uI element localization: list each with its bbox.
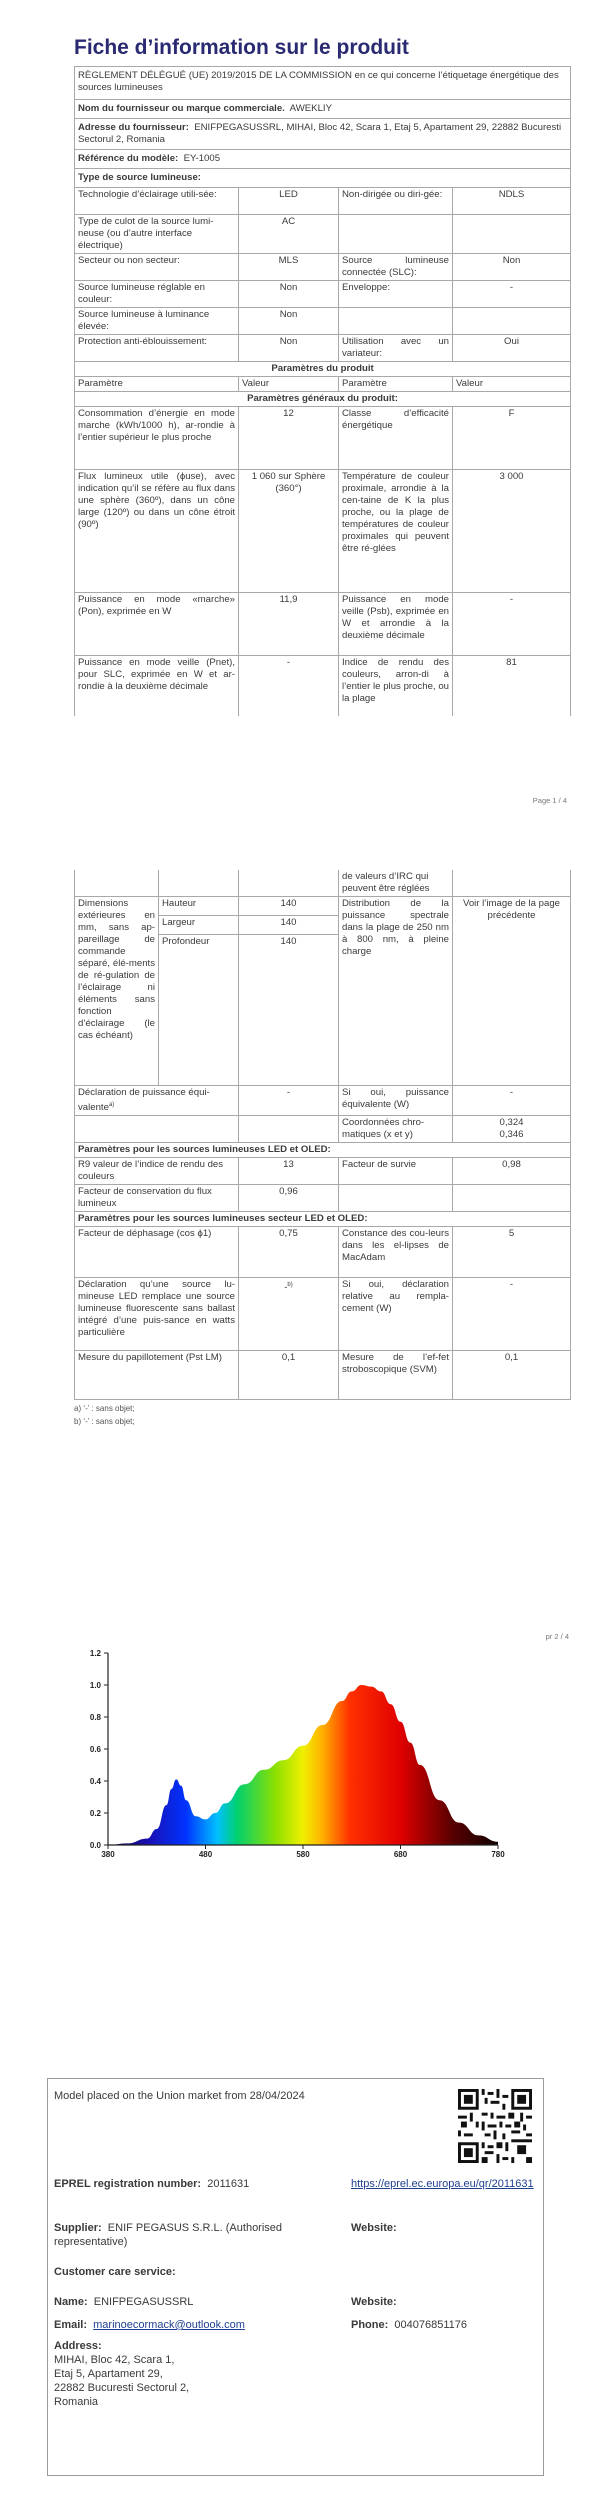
type-label: Utilisation avec un variateur: <box>339 335 453 362</box>
supplier-name-value: AWEKLIY <box>289 103 332 114</box>
type-value: Non <box>239 281 339 308</box>
type-label: Type de culot de la source lumi-neuse (ou d’autre interface électrique) <box>75 215 239 254</box>
type-value: Non <box>239 335 339 362</box>
chart-plot <box>90 1649 505 1859</box>
market-text: Model placed on the Union market from 28/04/2024 <box>54 2090 305 2102</box>
table-row <box>75 308 571 335</box>
table-row <box>75 1116 571 1143</box>
phase-value: 0,75 <box>239 1227 339 1278</box>
macadam-label: Constance des cou-leurs dans les el-lipses de MacAdam <box>339 1227 453 1278</box>
strobo-value: 0,1 <box>453 1351 571 1400</box>
name-value: ENIFPEGASUSSRL <box>93 2296 194 2308</box>
coord-x: 0,324 <box>499 1117 524 1129</box>
y-tick-label: 0.0 <box>89 1841 101 1850</box>
y-tick-label: 1.0 <box>89 1681 101 1690</box>
table-row <box>75 1227 571 1278</box>
replace2-label: Si oui, déclaration relative au rempla-cement (W) <box>339 1278 453 1351</box>
param-value: - <box>453 593 571 656</box>
x-tick-label: 680 <box>393 1850 408 1859</box>
eprel-card <box>47 2078 544 2476</box>
supplier-value: ENIF PEGASUS S.R.L. (Authorised representative) <box>54 2222 283 2248</box>
eprel-label: EPREL registration number: <box>54 2178 202 2190</box>
r9-label: R9 valeur de l’indice de rendu des couleurs <box>75 1158 239 1185</box>
address-line: 22882 Bucuresti Sectorul 2, <box>54 2382 190 2394</box>
footnote-a: a) ‘-’ : sans objet; <box>74 1404 135 1414</box>
type-label: Secteur ou non secteur: <box>75 254 239 281</box>
param-value: 11,9 <box>239 593 339 656</box>
param-label: Flux lumineux utile (ϕuse), avec indication qu’il se réfère au flux dans une sphère (360º), dans un cône large (120º) ou dans un cône étroit (90º) <box>75 470 239 593</box>
table-row <box>75 254 571 281</box>
address-line: Etaj 5, Apartament 29, <box>54 2368 163 2380</box>
param-label: Puissance en mode veille (Pnet), pour SLC, exprimée en W et ar-rondie à la deuxième décimale <box>75 656 239 717</box>
r9-value: 13 <box>239 1158 339 1185</box>
col-value: Valeur <box>239 377 339 392</box>
footnote-b: b) ‘-’ : sans objet; <box>74 1417 135 1427</box>
dim-name: Largeur <box>159 916 239 935</box>
type-label: Protection anti-éblouissement: <box>75 335 239 362</box>
type-heading: Type de source lumineuse: <box>75 169 571 188</box>
phase-label: Facteur de déphasage (cos ϕ1) <box>75 1227 239 1278</box>
type-label <box>339 308 453 335</box>
table-row <box>75 656 571 717</box>
col-param: Paramètre <box>339 377 453 392</box>
address-line: Romania <box>54 2396 99 2408</box>
type-label: Enveloppe: <box>339 281 453 308</box>
product-info-table <box>74 66 571 716</box>
website-label: Website: <box>351 2222 397 2234</box>
type-value: NDLS <box>453 188 571 215</box>
type-value: MLS <box>239 254 339 281</box>
spectrum-area <box>108 1685 498 1845</box>
coord-label: Coordonnées chro-matiques (x et y) <box>339 1116 453 1143</box>
type-value: Oui <box>453 335 571 362</box>
type-value: Non <box>239 308 339 335</box>
customer-care-label: Customer care service: <box>54 2266 176 2278</box>
model-label: Référence du modèle: <box>78 153 179 164</box>
lumen-value: 0,96 <box>239 1185 339 1212</box>
table-row <box>75 1278 571 1351</box>
equiv2-value: - <box>453 1086 571 1116</box>
param-label: Consommation d’énergie en mode marche (kWh/1000 h), ar-rondie à l’entier supérieur le plus proche <box>75 407 239 470</box>
param-label: Température de couleur proximale, arrondie à la cen-taine de K la plus proche, ou la plage de températures de couleur proximales qui peuvent être ré-glées <box>339 470 453 593</box>
name-label: Name: <box>54 2296 88 2308</box>
table-row <box>75 470 571 593</box>
col-value: Valeur <box>453 377 571 392</box>
table-row <box>75 281 571 308</box>
footnote-ref: b) <box>287 1282 293 1289</box>
page-1 <box>74 36 570 716</box>
eprel-value: 2011631 <box>207 2178 250 2190</box>
supplier-label: Supplier: <box>54 2222 102 2234</box>
dim-value: 140 <box>239 916 339 935</box>
general-heading: Paramètres généraux du produit: <box>75 392 571 407</box>
coord-y: 0,346 <box>499 1129 524 1141</box>
strobo-label: Mesure de l’ef-fet stroboscopique (SVM) <box>339 1351 453 1400</box>
type-value <box>453 215 571 254</box>
dims-label: Dimensions extérieures en mm, sans ap-pareillage de commande séparé, élé-ments de ré-gulation de l’éclairage ni éléments sans fonction d’éclairage (le cas échéant) <box>75 897 159 1086</box>
params-heading: Paramètres du produit <box>75 362 571 377</box>
spectral-value: Voir l’image de la page précédente <box>453 897 571 1086</box>
y-tick-label: 1.2 <box>89 1649 101 1658</box>
x-tick-label: 480 <box>198 1850 213 1859</box>
param-value: 81 <box>453 656 571 717</box>
page-number: pr 2 / 4 <box>545 1632 569 1641</box>
email-label: Email: <box>54 2319 88 2331</box>
supplier-name-label: Nom du fournisseur ou marque commerciale. <box>78 103 285 114</box>
website-label: Website: <box>351 2296 397 2308</box>
page-title: Fiche d’information sur le produit <box>74 36 409 59</box>
spectral-distribution-chart <box>60 1645 520 1860</box>
table-header-row <box>75 377 571 392</box>
param-label: Puissance en mode «marche» (Pon), exprimée en W <box>75 593 239 656</box>
page-2 <box>74 870 570 1426</box>
param-value: 1 060 sur Sphère (360°) <box>239 470 339 593</box>
y-tick-label: 0.8 <box>89 1713 101 1722</box>
type-label: Source lumineuse réglable en couleur: <box>75 281 239 308</box>
phone-value: 004076851176 <box>394 2319 468 2331</box>
dim-value: 140 <box>239 935 339 1086</box>
table-row <box>75 897 571 916</box>
y-tick-label: 0.6 <box>89 1745 101 1754</box>
param-value: F <box>453 407 571 470</box>
survival-value: 0,98 <box>453 1158 571 1185</box>
param-value: - <box>239 656 339 717</box>
regulation-text: RÈGLEMENT DÉLÉGUÉ (UE) 2019/2015 DE LA COMMISSION en ce qui concerne l’étiquetage énergétique des sources lumineuses <box>75 67 571 100</box>
supplier-address-label: Adresse du fournisseur: <box>78 122 189 133</box>
footnote-ref: a) <box>108 1102 115 1108</box>
dim-name: Profondeur <box>159 935 239 1086</box>
x-tick-label: 780 <box>491 1850 505 1859</box>
type-label: Technologie d’éclairage utili-sée: <box>75 188 239 215</box>
type-value: - <box>453 281 571 308</box>
supplier-address-value: ENIFPEGASUSSRL, MIHAI, Bloc 42, Scara 1, Etaj 5, Apartament 29, 22882 Bucuresti Sectorul 2, Romania <box>78 122 562 145</box>
page-number: Page 1 / 4 <box>532 796 567 805</box>
table-row <box>75 335 571 362</box>
cont-text: de valeurs d’IRC qui peuvent être réglées <box>339 870 453 897</box>
phone-label: Phone: <box>351 2319 389 2331</box>
y-tick-label: 0.4 <box>89 1777 101 1786</box>
survival-label: Facteur de survie <box>339 1158 453 1185</box>
table-row <box>75 188 571 215</box>
address-line: MIHAI, Bloc 42, Scara 1, <box>54 2354 175 2366</box>
type-label: Non-dirigée ou diri-gée: <box>339 188 453 215</box>
type-value: LED <box>239 188 339 215</box>
table-row <box>75 1086 571 1116</box>
replace-label: Déclaration qu’une source lu-mineuse LED remplace une source lumineuse fluorescente sans ballast intégré d’une puis-sance en watts particulière <box>75 1278 239 1351</box>
type-label <box>339 215 453 254</box>
table-row <box>75 215 571 254</box>
type-value: Non <box>453 254 571 281</box>
mains-heading: Paramètres pour les sources lumineuses secteur LED et OLED: <box>75 1212 571 1227</box>
param-value: 3 000 <box>453 470 571 593</box>
x-tick-label: 580 <box>296 1850 310 1859</box>
param-label: Indice de rendu des couleurs, arron-di à l’entier le plus proche, ou la plage <box>339 656 453 717</box>
type-label: Source lumineuse à luminance élevée: <box>75 308 239 335</box>
product-params-table-continued <box>74 870 571 1400</box>
spectral-label: Distribution de la puissance spectrale dans la plage de 250 nm à 800 nm, à pleine charge <box>339 897 453 1086</box>
table-row <box>75 870 571 897</box>
dim-name: Hauteur <box>159 897 239 916</box>
eprel-link[interactable]: https://eprel.ec.europa.eu/qr/2011631 <box>351 2178 534 2190</box>
led-heading: Paramètres pour les sources lumineuses LED et OLED: <box>75 1143 571 1158</box>
equiv2-label: Si oui, puissance équivalente (W) <box>339 1086 453 1116</box>
dim-value: 140 <box>239 897 339 916</box>
param-label: Puissance en mode veille (Psb), exprimée en W et arrondie à la deuxième décimale <box>339 593 453 656</box>
type-label: Source lumineuse connectée (SLC): <box>339 254 453 281</box>
model-value: EY-1005 <box>183 153 221 164</box>
param-label: Classe d’efficacité énergétique <box>339 407 453 470</box>
email-link[interactable]: marinoecormack@outlook.com <box>93 2319 245 2331</box>
lumen-label: Facteur de conservation du flux lumineux <box>75 1185 239 1212</box>
type-value <box>453 308 571 335</box>
table-row <box>75 593 571 656</box>
param-value: 12 <box>239 407 339 470</box>
table-row <box>75 1158 571 1185</box>
replace2-value: - <box>453 1278 571 1351</box>
flicker-value: 0,1 <box>239 1351 339 1400</box>
x-tick-label: 380 <box>101 1850 115 1859</box>
type-value: AC <box>239 215 339 254</box>
y-tick-label: 0.2 <box>89 1809 101 1818</box>
macadam-value: 5 <box>453 1227 571 1278</box>
equiv-label: Déclaration de puissance équi-valente <box>78 1087 210 1114</box>
equiv-value: - <box>239 1086 339 1116</box>
table-row <box>75 1351 571 1400</box>
replace-value: - <box>284 1282 288 1294</box>
qr-code-icon <box>458 2089 532 2163</box>
address-label: Address: <box>54 2340 102 2352</box>
table-row <box>75 407 571 470</box>
flicker-label: Mesure du papillotement (Pst LM) <box>75 1351 239 1400</box>
col-param: Paramètre <box>75 377 239 392</box>
table-row <box>75 1185 571 1212</box>
